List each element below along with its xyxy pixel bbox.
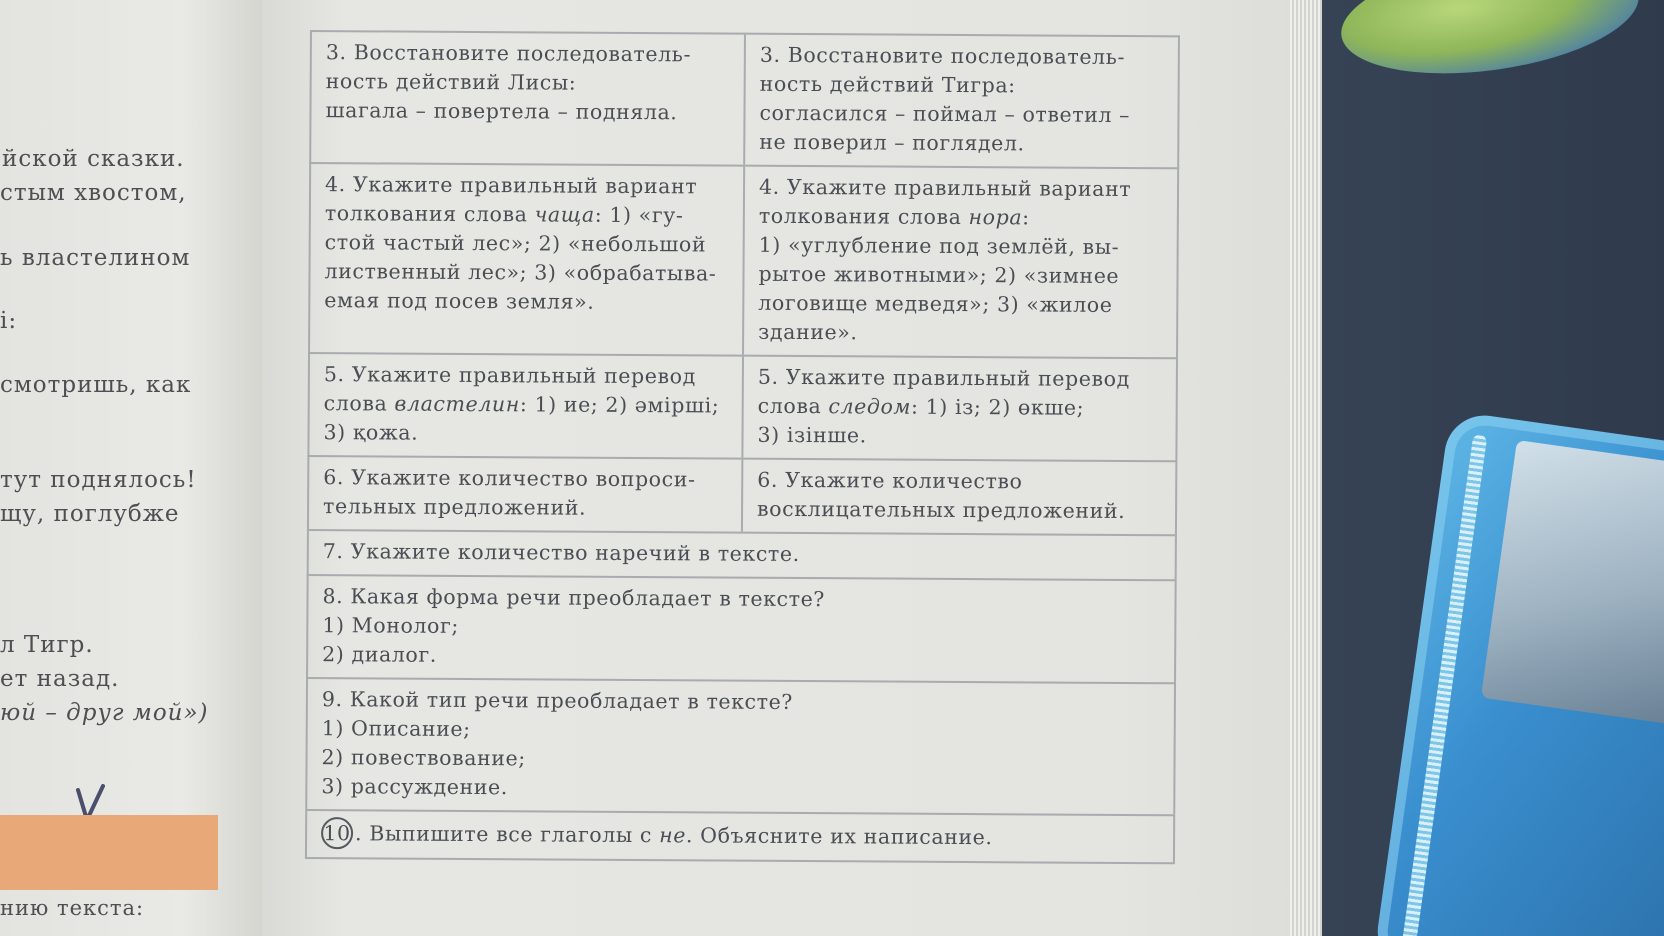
- task-text-line: рытое животными»; 2) «зимнее: [758, 261, 1120, 288]
- task-text-line: 1) «углубление под землёй, вы-: [758, 232, 1120, 259]
- left-page-line: ь властелином: [0, 245, 191, 271]
- task-10: [307, 811, 1173, 862]
- task-text-line: не поверил – поглядел.: [759, 129, 1025, 156]
- left-page-line: тут поднялось!: [0, 467, 197, 493]
- pencil-case-print: [1481, 440, 1664, 725]
- task-text-line: емая под посев земля».: [324, 288, 595, 314]
- left-page-line: л Тигр.: [0, 632, 94, 658]
- text-part: : 1) ие; 2) әмірші;: [519, 392, 720, 418]
- italic-word: чаща: [534, 202, 595, 227]
- italic-word: не: [659, 823, 687, 848]
- book-page-edge: [1290, 0, 1322, 936]
- left-page-line: нию текста:: [0, 896, 145, 920]
- task-5-word-sledom: [741, 357, 1176, 461]
- task-text-line: 1) Монолог;: [322, 613, 459, 638]
- task-text-line: 3) қожа.: [323, 420, 419, 445]
- task-text-line: 9. Какой тип речи преобладает в тексте?: [321, 687, 794, 714]
- task-text-line: ность действий Тигра:: [759, 71, 1016, 98]
- task-text-line: 4. Укажите правильный вариант: [758, 174, 1132, 202]
- task-5-word-vlastelin: [309, 354, 742, 458]
- task-text-line: ность действий Лисы:: [325, 69, 577, 95]
- task-text-line: 2) диалог.: [322, 642, 437, 667]
- task-text-line: шагала – повертела – подняла.: [325, 98, 678, 125]
- task-6-exclamations: [741, 460, 1175, 535]
- table-row: [308, 162, 1179, 357]
- task-text-line: 2) повествование;: [321, 745, 526, 771]
- task-text-line: 6. Укажите количество: [757, 467, 1023, 494]
- task-text-line: 6. Укажите количество вопроси-: [323, 465, 696, 492]
- task-4-word-chaschа: [310, 164, 743, 355]
- task-text-line: [758, 392, 1164, 423]
- task-text-line: логовище медведя»; 3) «жилое: [758, 290, 1113, 317]
- task-text-line: тельных предложений.: [323, 494, 587, 520]
- task-text-line: [759, 202, 1165, 233]
- task-text-line: согласился – поймал – ответил –: [759, 100, 1131, 128]
- left-page-line: юй – друг мой»): [0, 700, 209, 726]
- table-row: [306, 574, 1177, 682]
- task-text-line: лиственный лес»; 3) «обрабатыва-: [324, 259, 717, 286]
- task-text-line: 8. Какая форма речи преобладает в тексте?: [322, 584, 826, 612]
- left-page-line: і:: [0, 308, 18, 334]
- text-part: : 1) із; 2) өкше;: [910, 394, 1085, 420]
- left-page-line: стым хвостом,: [0, 180, 187, 206]
- left-page-line: щу, поглубже: [0, 501, 180, 527]
- task-text-line: 5. Укажите правильный перевод: [323, 362, 696, 389]
- italic-word: нора: [968, 205, 1023, 230]
- text-part: : 1) «гу-: [594, 202, 684, 228]
- task-4-word-nora: [742, 167, 1177, 358]
- table-row: [307, 352, 1178, 460]
- circled-number: 10: [321, 817, 353, 849]
- left-page-line: ет назад.: [0, 666, 120, 692]
- task-text-line: 4. Укажите правильный вариант: [324, 172, 698, 199]
- task-7: [309, 531, 1175, 579]
- task-text-line: [325, 199, 731, 230]
- task-text-line: [324, 389, 730, 420]
- text-part: толкования слова: [758, 203, 969, 230]
- task-3-tiger: [743, 35, 1178, 168]
- task-text-line: здание».: [758, 319, 858, 345]
- task-text-line: 3. Восстановите последователь-: [325, 40, 692, 67]
- text-part: слова: [757, 393, 829, 419]
- task-text-line: [321, 817, 1161, 854]
- task-table: [305, 30, 1180, 864]
- task-text-line: 3) рассуждение.: [321, 774, 508, 800]
- orange-highlight-strip: [0, 815, 218, 890]
- task-text-line: 1) Описание;: [321, 716, 471, 741]
- task-8: [308, 576, 1175, 682]
- task-text-line: 3) ізінше.: [757, 422, 867, 448]
- table-row: [305, 809, 1175, 864]
- task-text-line: стой частый лес»; 2) «небольшой: [324, 230, 707, 257]
- text-part: . Выпишите все глаголы с: [355, 821, 660, 848]
- task-9: [307, 679, 1174, 814]
- italic-word: следом: [828, 394, 912, 419]
- left-page-line: смотришь, как: [0, 372, 192, 398]
- task-text-line: 7. Укажите количество наречий в тексте.: [322, 539, 800, 567]
- task-text-line: 3. Восстановите последователь-: [759, 42, 1126, 69]
- left-page-line: йской сказки.: [2, 146, 185, 172]
- task-text-line: восклицательных предложений.: [757, 496, 1126, 523]
- text-part: слова: [323, 391, 395, 416]
- text-part: толкования слова: [324, 201, 535, 227]
- table-row: [309, 30, 1180, 167]
- table-row: [305, 677, 1176, 814]
- table-row: [307, 529, 1177, 579]
- task-text-line: 5. Укажите правильный перевод: [757, 364, 1130, 392]
- italic-word: властелин: [394, 391, 520, 417]
- left-page: [0, 0, 262, 936]
- task-3-fox: [311, 32, 744, 165]
- text-part: :: [1022, 205, 1030, 230]
- task-6-questions: [309, 457, 741, 532]
- text-part: . Объясните их написание.: [685, 823, 993, 850]
- table-row: [307, 455, 1177, 534]
